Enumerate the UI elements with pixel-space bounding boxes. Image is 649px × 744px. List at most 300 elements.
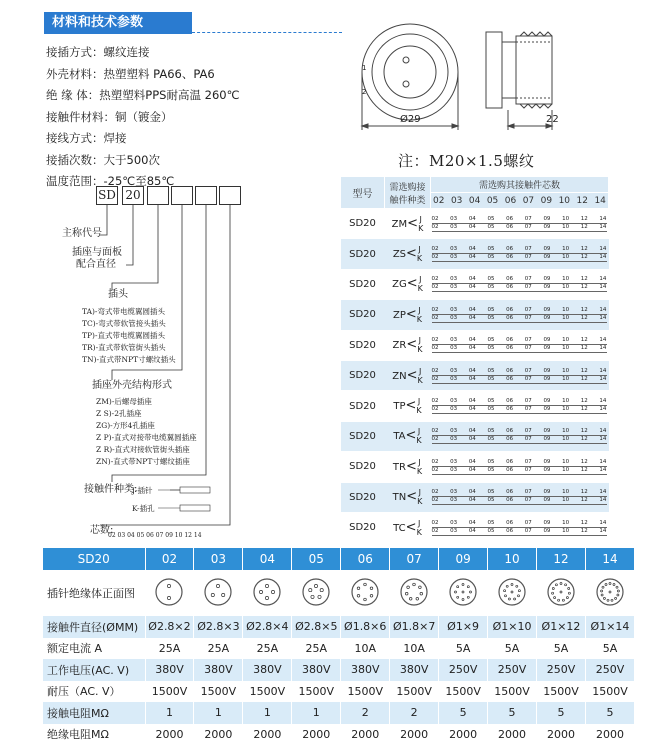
order-cores-cell [431, 239, 609, 269]
order-core-option[interactable]: 14 [599, 215, 607, 222]
order-core-option[interactable]: 06 [506, 375, 514, 382]
contact-choice-bracket: < J K [406, 275, 423, 294]
contact-choice-bracket: < J K [406, 336, 423, 355]
order-core-option[interactable]: 10 [562, 458, 570, 465]
order-core-option[interactable]: 12 [580, 375, 588, 382]
order-core-option[interactable]: 02 [431, 284, 439, 291]
order-header-digits [431, 193, 609, 209]
order-core-option[interactable]: 12 [580, 215, 588, 222]
order-row [341, 391, 609, 421]
spec-value-cell: 2000 [585, 724, 634, 744]
pins-row-label: 插针绝缘体正面图 [43, 570, 145, 616]
order-core-option[interactable]: 09 [543, 458, 551, 465]
order-core-option[interactable]: 02 [431, 406, 439, 413]
order-core-option[interactable]: 06 [506, 337, 514, 344]
order-core-option[interactable]: 03 [450, 284, 458, 291]
code-box-size: 20 [122, 186, 144, 205]
order-core-option[interactable]: 04 [468, 428, 476, 435]
order-core-option[interactable]: 04 [468, 345, 476, 352]
order-core-option[interactable]: 05 [487, 489, 495, 496]
order-core-option[interactable]: 12 [580, 406, 588, 413]
order-core-option[interactable]: 03 [450, 345, 458, 352]
order-core-option[interactable]: 12 [580, 489, 588, 496]
spec-value-cell: 2 [390, 702, 439, 724]
order-core-option[interactable]: 07 [524, 246, 532, 253]
order-core-option[interactable]: 14 [599, 466, 607, 473]
order-core-option[interactable]: 12 [580, 458, 588, 465]
spec-col-header: 04 [243, 548, 292, 570]
order-core-option[interactable]: 12 [580, 519, 588, 526]
order-core-option[interactable]: 06 [506, 497, 514, 504]
order-core-option[interactable]: 14 [599, 519, 607, 526]
spec-value-cell: 2000 [537, 724, 586, 744]
order-core-option[interactable]: 06 [506, 367, 514, 374]
order-core-option[interactable]: 04 [468, 337, 476, 344]
choice-k: K [417, 497, 423, 507]
order-core-option[interactable]: 07 [524, 466, 532, 473]
order-type-code: TR [392, 461, 406, 473]
order-core-option[interactable]: 03 [450, 306, 458, 313]
spec-value-cell: 5A [488, 638, 537, 660]
order-core-option[interactable]: 12 [580, 314, 588, 321]
order-core-option[interactable]: 09 [543, 223, 551, 230]
order-core-option[interactable]: 10 [562, 276, 570, 283]
order-core-option[interactable]: 02 [431, 497, 439, 504]
choice-j: J [418, 245, 421, 255]
order-core-option[interactable]: 02 [431, 458, 439, 465]
order-row [341, 269, 609, 299]
order-core-option[interactable]: 04 [468, 398, 476, 405]
spec-value-cell: 1500V [194, 681, 243, 703]
order-core-option[interactable]: 04 [468, 246, 476, 253]
order-core-option[interactable]: 10 [562, 284, 570, 291]
plug-title: 插头 [108, 289, 128, 300]
order-core-option[interactable]: 14 [599, 428, 607, 435]
order-row [341, 209, 609, 239]
order-core-option[interactable]: 05 [487, 223, 495, 230]
code-box-series: SD [96, 186, 118, 205]
order-core-option[interactable]: 09 [543, 276, 551, 283]
order-core-option[interactable]: 12 [580, 284, 588, 291]
order-core-option[interactable]: 02 [431, 345, 439, 352]
spec-value-cell: 2000 [488, 724, 537, 744]
order-core-option[interactable]: 09 [543, 284, 551, 291]
order-core-option[interactable]: 07 [524, 314, 532, 321]
pin-face-cell [194, 570, 243, 616]
order-core-option[interactable]: 09 [543, 306, 551, 313]
order-core-option[interactable]: 12 [580, 276, 588, 283]
order-core-option[interactable]: 07 [524, 306, 532, 313]
contact-choice-bracket: < J K [406, 488, 423, 507]
order-model-cell: SD20 [341, 452, 385, 482]
order-core-option[interactable]: 03 [450, 436, 458, 443]
order-core-option[interactable]: 07 [524, 337, 532, 344]
order-core-option[interactable]: 09 [543, 254, 551, 261]
spec-table [43, 548, 635, 744]
spec-value-cell: 1500V [243, 681, 292, 703]
order-core-option[interactable]: 05 [487, 306, 495, 313]
order-core-option[interactable]: 04 [468, 519, 476, 526]
order-core-option[interactable]: 04 [468, 527, 476, 534]
order-core-option[interactable]: 03 [450, 215, 458, 222]
spec-value-cell: 250V [537, 659, 586, 681]
order-core-option[interactable]: 06 [506, 458, 514, 465]
order-core-option[interactable]: 09 [543, 398, 551, 405]
order-core-option[interactable]: 06 [506, 436, 514, 443]
order-core-option[interactable]: 09 [543, 215, 551, 222]
order-core-option[interactable]: 04 [468, 367, 476, 374]
order-core-option[interactable]: 12 [580, 223, 588, 230]
order-model-cell: SD20 [341, 482, 385, 512]
order-core-option[interactable]: 06 [506, 398, 514, 405]
order-core-option[interactable]: 03 [450, 398, 458, 405]
order-core-option[interactable]: 14 [599, 398, 607, 405]
order-core-option[interactable]: 10 [562, 215, 570, 222]
order-core-option[interactable]: 12 [580, 527, 588, 534]
order-core-option[interactable]: 09 [543, 337, 551, 344]
order-core-option[interactable]: 10 [562, 428, 570, 435]
order-core-option[interactable]: 04 [468, 406, 476, 413]
order-core-option[interactable]: 10 [562, 436, 570, 443]
order-core-option[interactable]: 14 [599, 406, 607, 413]
order-core-option[interactable]: 14 [599, 337, 607, 344]
order-core-option[interactable]: 14 [599, 436, 607, 443]
order-core-option[interactable]: 05 [487, 406, 495, 413]
order-row [341, 239, 609, 269]
spec-value-cell: 5A [439, 638, 488, 660]
order-core-option[interactable]: 09 [543, 466, 551, 473]
order-core-option[interactable]: 09 [543, 314, 551, 321]
order-cores-cell [431, 300, 609, 330]
order-core-option[interactable]: 12 [580, 497, 588, 504]
pin-face-cell [537, 570, 586, 616]
order-core-option[interactable]: 10 [562, 489, 570, 496]
order-core-option[interactable]: 02 [431, 306, 439, 313]
order-model-cell: SD20 [341, 330, 385, 360]
order-core-option[interactable]: 03 [450, 337, 458, 344]
order-core-option[interactable]: 06 [506, 223, 514, 230]
order-core-option[interactable]: 07 [524, 345, 532, 352]
spec-value-cell: 25A [292, 638, 341, 660]
order-core-option[interactable]: 05 [487, 519, 495, 526]
order-core-option[interactable]: 07 [524, 223, 532, 230]
order-core-option[interactable]: 09 [543, 375, 551, 382]
order-core-option[interactable]: 06 [506, 215, 514, 222]
order-core-option[interactable]: 05 [487, 246, 495, 253]
order-core-option[interactable]: 10 [562, 246, 570, 253]
order-model-cell: SD20 [341, 360, 385, 390]
order-core-option[interactable]: 03 [450, 497, 458, 504]
order-core-option[interactable]: 12 [580, 436, 588, 443]
pin-face-cell [390, 570, 439, 616]
order-core-option[interactable]: 14 [599, 345, 607, 352]
order-core-option[interactable]: 07 [524, 398, 532, 405]
plug-item: TP)-直式带电缆翼圆插头 [82, 331, 166, 340]
order-core-option[interactable]: 06 [506, 246, 514, 253]
order-core-option[interactable]: 09 [543, 428, 551, 435]
order-core-option[interactable]: 10 [562, 466, 570, 473]
order-core-option[interactable]: 09 [543, 489, 551, 496]
order-core-option[interactable]: 07 [524, 428, 532, 435]
order-core-option[interactable]: 07 [524, 284, 532, 291]
order-core-option[interactable]: 10 [562, 223, 570, 230]
order-core-option[interactable]: 10 [562, 406, 570, 413]
order-cores-cell [431, 421, 609, 451]
order-core-option[interactable]: 10 [562, 367, 570, 374]
spec-value-cell: 5 [585, 702, 634, 724]
order-core-option[interactable]: 04 [468, 497, 476, 504]
spec-line: 温度范围：-25℃至85℃ [46, 174, 175, 188]
order-core-option[interactable]: 03 [450, 276, 458, 283]
choice-k: K [417, 345, 423, 355]
order-core-option[interactable]: 12 [580, 428, 588, 435]
order-core-option[interactable]: 07 [524, 254, 532, 261]
order-core-option[interactable]: 07 [524, 375, 532, 382]
order-core-option[interactable]: 10 [562, 254, 570, 261]
order-core-option[interactable]: 03 [450, 466, 458, 473]
order-core-option[interactable]: 05 [487, 436, 495, 443]
order-core-option[interactable]: 02 [431, 254, 439, 261]
order-type-code: TP [393, 401, 406, 413]
spec-col-header: 07 [390, 548, 439, 570]
order-core-option[interactable]: 04 [468, 254, 476, 261]
order-core-option[interactable]: 07 [524, 489, 532, 496]
order-core-option[interactable]: 05 [487, 527, 495, 534]
pin-face-icon [300, 576, 332, 608]
order-core-option[interactable]: 06 [506, 284, 514, 291]
spec-col-header: 10 [488, 548, 537, 570]
order-core-option[interactable]: 05 [487, 345, 495, 352]
order-core-option[interactable]: 09 [543, 436, 551, 443]
order-core-option[interactable]: 04 [468, 436, 476, 443]
spec-row [43, 702, 635, 724]
order-core-option[interactable]: 03 [450, 254, 458, 261]
order-core-option[interactable]: 02 [431, 489, 439, 496]
order-core-option[interactable]: 09 [543, 345, 551, 352]
order-core-option[interactable]: 12 [580, 306, 588, 313]
order-core-option[interactable]: 02 [431, 428, 439, 435]
order-core-option[interactable]: 05 [487, 458, 495, 465]
order-core-option[interactable]: 04 [468, 489, 476, 496]
pin-face-cell [488, 570, 537, 616]
spec-value-cell: Ø2.8×5 [292, 616, 341, 638]
order-core-option[interactable]: 09 [543, 367, 551, 374]
order-core-option[interactable]: 05 [487, 276, 495, 283]
order-core-option[interactable]: 02 [431, 246, 439, 253]
order-core-option[interactable]: 07 [524, 406, 532, 413]
order-core-option[interactable]: 12 [580, 246, 588, 253]
order-core-option[interactable]: 07 [524, 367, 532, 374]
order-core-option[interactable]: 07 [524, 497, 532, 504]
order-core-option[interactable]: 03 [450, 406, 458, 413]
order-core-option[interactable]: 10 [562, 345, 570, 352]
order-core-option[interactable]: 05 [487, 215, 495, 222]
order-core-option[interactable]: 04 [468, 276, 476, 283]
order-core-option[interactable]: 14 [599, 246, 607, 253]
order-core-option[interactable]: 06 [506, 276, 514, 283]
order-core-digit: 04 [468, 195, 481, 206]
order-core-option[interactable]: 02 [431, 527, 439, 534]
order-core-option[interactable]: 03 [450, 314, 458, 321]
order-core-option[interactable]: 10 [562, 527, 570, 534]
order-core-option[interactable]: 12 [580, 337, 588, 344]
order-core-option[interactable]: 04 [468, 314, 476, 321]
order-core-option[interactable]: 03 [450, 527, 458, 534]
order-core-option[interactable]: 06 [506, 254, 514, 261]
order-core-option[interactable]: 03 [450, 489, 458, 496]
order-core-digit: 05 [486, 195, 499, 206]
order-core-option[interactable]: 07 [524, 527, 532, 534]
order-core-option[interactable]: 12 [580, 367, 588, 374]
order-core-option[interactable]: 06 [506, 406, 514, 413]
order-core-option[interactable]: 07 [524, 276, 532, 283]
order-cores-cell [431, 512, 609, 542]
order-core-option[interactable]: 04 [468, 375, 476, 382]
order-core-option[interactable]: 10 [562, 398, 570, 405]
order-core-option[interactable]: 05 [487, 398, 495, 405]
order-core-option[interactable]: 09 [543, 246, 551, 253]
main-code-label: 主称代号 [62, 228, 102, 239]
order-core-option[interactable]: 09 [543, 497, 551, 504]
order-core-digit: 06 [504, 195, 517, 206]
order-core-option[interactable]: 06 [506, 306, 514, 313]
order-core-option[interactable]: 02 [431, 215, 439, 222]
pin-2-label: 2 [362, 88, 367, 96]
order-core-option[interactable]: 07 [524, 458, 532, 465]
order-core-option[interactable]: 14 [599, 314, 607, 321]
order-core-option[interactable]: 14 [599, 497, 607, 504]
order-core-option[interactable]: 14 [599, 254, 607, 261]
order-core-option[interactable]: 07 [524, 436, 532, 443]
spec-value-cell: 5 [488, 702, 537, 724]
order-core-option[interactable]: 09 [543, 519, 551, 526]
order-type-code: ZR [392, 340, 407, 352]
order-core-option[interactable]: 10 [562, 314, 570, 321]
spec-col-header: 02 [145, 548, 194, 570]
spec-value-cell: 5A [585, 638, 634, 660]
order-core-option[interactable]: 03 [450, 246, 458, 253]
spec-row-label: 额定电流 A [43, 638, 145, 660]
order-core-option[interactable]: 04 [468, 215, 476, 222]
order-core-option[interactable]: 05 [487, 337, 495, 344]
order-core-option[interactable]: 14 [599, 458, 607, 465]
order-core-option[interactable]: 05 [487, 314, 495, 321]
order-core-option[interactable]: 10 [562, 375, 570, 382]
order-core-option[interactable]: 06 [506, 428, 514, 435]
order-core-option[interactable]: 10 [562, 497, 570, 504]
pin-face-icon [202, 576, 234, 608]
plug-item: TA)-弯式带电缆翼圆插头 [82, 307, 165, 316]
order-core-option[interactable]: 10 [562, 306, 570, 313]
order-core-option[interactable]: 12 [580, 398, 588, 405]
order-core-option[interactable]: 05 [487, 367, 495, 374]
spec-value-cell: 1500V [537, 681, 586, 703]
order-core-option[interactable]: 05 [487, 428, 495, 435]
order-core-option[interactable]: 03 [450, 458, 458, 465]
order-core-option[interactable]: 02 [431, 375, 439, 382]
order-core-option[interactable]: 02 [431, 398, 439, 405]
order-core-option[interactable]: 09 [543, 527, 551, 534]
order-core-option[interactable]: 03 [450, 223, 458, 230]
order-cores-cell [431, 330, 609, 360]
order-core-option[interactable]: 02 [431, 519, 439, 526]
order-core-option[interactable]: 02 [431, 337, 439, 344]
order-core-option[interactable]: 09 [543, 406, 551, 413]
choice-k: K [416, 436, 422, 446]
order-core-option[interactable]: 06 [506, 527, 514, 534]
order-core-option[interactable]: 06 [506, 519, 514, 526]
order-core-option[interactable]: 14 [599, 223, 607, 230]
order-core-option[interactable]: 14 [599, 367, 607, 374]
order-core-option[interactable]: 07 [524, 519, 532, 526]
choice-k: K [418, 223, 424, 233]
order-core-option[interactable]: 04 [468, 223, 476, 230]
order-core-option[interactable]: 12 [580, 466, 588, 473]
order-core-option[interactable]: 14 [599, 489, 607, 496]
order-cores-cell [431, 482, 609, 512]
order-core-option[interactable]: 06 [506, 466, 514, 473]
order-core-option[interactable]: 14 [599, 527, 607, 534]
order-core-option[interactable]: 04 [468, 306, 476, 313]
order-core-option[interactable]: 02 [431, 276, 439, 283]
order-core-option[interactable]: 02 [431, 367, 439, 374]
socket-item: Z S)-2孔插座 [96, 409, 142, 418]
order-type-cell [385, 209, 431, 239]
order-core-option[interactable]: 05 [487, 254, 495, 261]
order-core-option[interactable]: 12 [580, 345, 588, 352]
order-model-cell: SD20 [341, 512, 385, 542]
order-core-option[interactable]: 14 [599, 306, 607, 313]
order-core-option[interactable]: 06 [506, 489, 514, 496]
order-core-option[interactable]: 02 [431, 223, 439, 230]
order-core-option[interactable]: 06 [506, 314, 514, 321]
order-type-code: ZN [392, 370, 407, 382]
order-core-option[interactable]: 10 [562, 519, 570, 526]
order-core-option[interactable]: 05 [487, 466, 495, 473]
order-core-option[interactable]: 05 [487, 497, 495, 504]
order-core-option[interactable]: 07 [524, 215, 532, 222]
order-core-option[interactable]: 05 [487, 284, 495, 291]
order-core-option[interactable]: 14 [599, 276, 607, 283]
order-core-option[interactable]: 02 [431, 466, 439, 473]
order-type-cell [385, 330, 431, 360]
choice-j: J [418, 518, 421, 528]
order-model-cell: SD20 [341, 300, 385, 330]
spec-row-label: 接触件直径(ØMM) [43, 616, 145, 638]
pin-face-icon [545, 576, 577, 608]
order-core-option[interactable]: 02 [431, 436, 439, 443]
order-header-type-line-1: 需选购接 [389, 182, 426, 193]
order-core-option[interactable]: 03 [450, 375, 458, 382]
order-core-option[interactable]: 10 [562, 337, 570, 344]
order-core-option[interactable]: 14 [599, 284, 607, 291]
order-core-option[interactable]: 06 [506, 345, 514, 352]
order-core-option[interactable]: 14 [599, 375, 607, 382]
order-core-option[interactable]: 03 [450, 519, 458, 526]
order-core-option[interactable]: 04 [468, 284, 476, 291]
spec-value-cell: 1500V [439, 681, 488, 703]
order-core-option[interactable]: 04 [468, 466, 476, 473]
order-core-option[interactable]: 12 [580, 254, 588, 261]
contact-choice-bracket: < J K [406, 245, 423, 264]
order-cores-cell [431, 391, 609, 421]
order-core-option[interactable]: 03 [450, 428, 458, 435]
order-core-option[interactable]: 05 [487, 375, 495, 382]
order-core-option[interactable]: 04 [468, 458, 476, 465]
order-core-option[interactable]: 03 [450, 367, 458, 374]
order-core-option[interactable]: 02 [431, 314, 439, 321]
plug-item: TN)-直式带NPT寸螺纹插头 [82, 355, 176, 364]
